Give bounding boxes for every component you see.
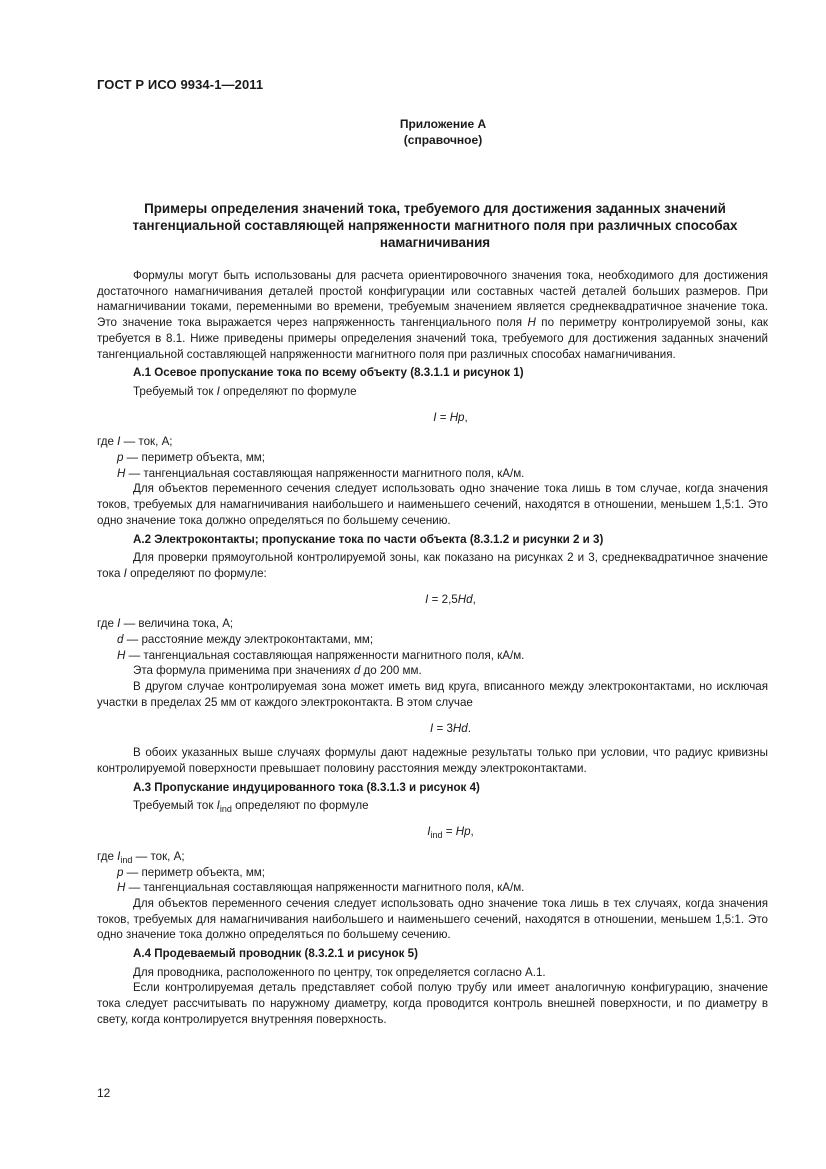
section-a2-applicability: Эта формула применима при значениях d до 200 мм. — [133, 664, 422, 678]
definitions-a1 — [97, 434, 768, 481]
section-a4-text: Для проводника, расположенного по центру, ток определяется согласно А.1. — [133, 965, 546, 979]
section-a3-note: Для объектов переменного сечения следует использовать одно значение тока лишь в тех случаях, когда значения токов, требуемых для намагничивания наибольшего и наименьшего сечений, находятся в отношении, меньшем 1,5:1. Это одно значение тока должно определяться по большему сечению. — [97, 896, 768, 942]
section-a1-heading: А.1 Осевое пропускание тока по всему объекту (8.3.1.1 и рисунок 1) — [133, 366, 524, 380]
definition-item: где I — величина тока, А; — [97, 617, 234, 631]
formula-a1: I = Hp, — [433, 410, 468, 424]
section-a1-note: Для объектов переменного сечения следует использовать одно значение тока лишь в том случае, когда значения токов, требуемых для намагничивания наибольшего и наименьшего сечений, находятся в отношении, меньшем 1,5:1. Это одно значение тока должно определяться по большему сечению. — [97, 482, 768, 527]
section-a2-heading: А.2 Электроконтакты; пропускание тока по части объекта (8.3.1.2 и рисунки 2 и 3) — [133, 532, 604, 546]
definition-item: где $I_{ind}$ — ток, А; — [97, 849, 185, 865]
definition-item: H — тангенциальная составляющая напряженности магнитного поля, кА/м. — [117, 881, 525, 895]
definition-item: p — периметр объекта, мм; — [117, 865, 265, 879]
formula-a3: $I_{ind} = Hp$, — [427, 825, 474, 841]
page-number: 12 — [97, 1086, 111, 1100]
section-a2-text: Для проверки прямоугольной контролируемой зоны, как показано на рисунках 2 и 3, среднеквадратичное значение тока I определяют по формуле: — [97, 551, 768, 580]
annex-heading: Примеры определения значений тока, требуемого для достижения заданных значений тангенциальной составляющей напряженности магнитного поля при различных способах намагничивания — [132, 201, 738, 250]
definitions-a2 — [97, 616, 768, 663]
section-a1-text: Требуемый ток I определяют по формуле — [133, 384, 357, 398]
annex-title: Приложение А — [399, 117, 487, 131]
definition-item: H — тангенциальная составляющая напряженности магнитного поля, кА/м. — [117, 466, 525, 480]
document-header: ГОСТ Р ИСО 9934-1—2011 — [97, 77, 264, 92]
section-a4-heading: А.4 Продеваемый проводник (8.3.2.1 и рисунок 5) — [133, 947, 418, 961]
definition-item: d — расстояние между электроконтактами, мм; — [117, 633, 374, 647]
definitions-a3 — [97, 849, 768, 896]
section-a2-note: В обоих указанных выше случаях формулы дают надежные результаты только при условии, что радиус кривизны контролируемой поверхности превышает половину расстояния между электроконтактами. — [97, 746, 768, 775]
definition-item: p — периметр объекта, мм; — [117, 451, 265, 465]
annex-type: (справочное) — [403, 133, 483, 147]
section-a4-text-hollow: Если контролируемая деталь представляет собой полую трубу или имеет аналогичную конфигурацию, значение тока следует рассчитывать по наружному диаметру, когда проводится контроль внешней поверхности, и по диаметру в свету, когда контролируется внутренняя поверхность. — [97, 981, 768, 1026]
section-a3-text: Требуемый ток $I_{ind}$ определяют по формуле — [133, 799, 369, 815]
formula-a2-circle: I = 3Hd. — [430, 721, 471, 735]
section-a2-circle-text: В другом случае контролируемая зона может иметь вид круга, вписанного между электроконтактами, но исключая участки в пределах 25 мм от каждого электроконтакта. В этом случае — [97, 680, 768, 709]
intro-paragraph: Формулы могут быть использованы для расчета ориентировочного значения тока, необходимого для достижения достаточного намагничивания деталей простой конфигурации или составных частей деталей больших размеров. При намагничивании токами, переменными во времени, требуемым значением является среднеквадратичное значение тока. Это значение тока выражается через напряженность тангенциального поля H по периметру контролируемой зоны, как требуется в 8.1. Ниже приведены примеры определения значений тока, требуемого для достижения заданных значений тангенциальной составляющей напряженности магнитного поля при различных способах намагничивания. — [97, 269, 768, 361]
formula-a2: I = 2,5Hd, — [425, 592, 476, 606]
definition-item: H — тангенциальная составляющая напряженности магнитного поля, кА/м. — [117, 648, 525, 662]
section-a3-heading: А.3 Пропускание индуцированного тока (8.3.1.3 и рисунок 4) — [133, 780, 480, 794]
annex-label — [0, 116, 826, 148]
definition-item: где I — ток, А; — [97, 435, 173, 449]
document-body — [97, 268, 768, 1028]
